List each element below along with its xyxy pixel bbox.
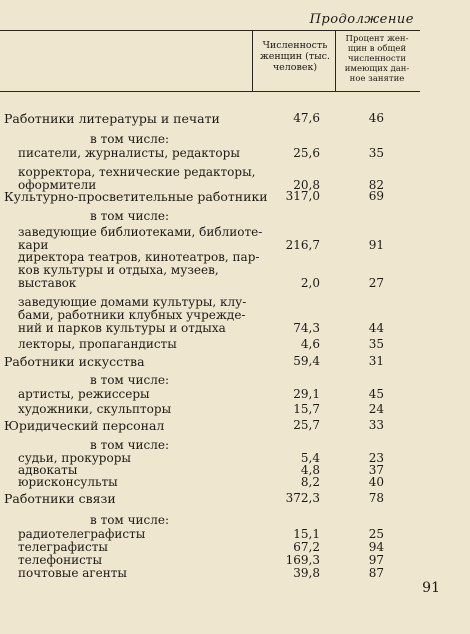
- subsection-label: в том числе:: [90, 513, 170, 527]
- item-label: директора театров, кинотеатров, пар- ков культуры и отдыха, музеев, выставок: [18, 250, 260, 290]
- item-label: телеграфисты: [18, 540, 108, 554]
- percent-value: 97: [368, 553, 384, 567]
- percent-value: 46: [368, 111, 384, 125]
- percent-value: 23: [368, 451, 384, 465]
- percent-value: 37: [368, 463, 384, 477]
- count-value: 8,2: [300, 475, 320, 489]
- count-value: 317,0: [285, 189, 320, 203]
- count-value: 59,4: [293, 354, 320, 368]
- column-header-percent: Процент жен- щин в общей численности имеющих дан- ное занятие: [344, 34, 410, 84]
- count-value: 47,6: [293, 111, 320, 125]
- count-value: 372,3: [285, 491, 320, 505]
- subsection-label: в том числе:: [90, 132, 170, 146]
- column-header-count: Численность женщин (тыс. человек): [259, 40, 331, 73]
- count-value: 15,7: [293, 402, 320, 416]
- item-label: адвокаты: [18, 463, 78, 477]
- percent-value: 24: [368, 402, 384, 416]
- category-label: Работники искусства: [4, 354, 145, 369]
- item-label: артисты, режиссеры: [18, 387, 150, 401]
- item-label: художники, скульпторы: [18, 402, 172, 416]
- continued-label: Продолжение: [309, 12, 414, 27]
- count-value: 25,6: [293, 146, 320, 160]
- item-label: радиотелеграфисты: [18, 527, 146, 541]
- percent-value: 94: [368, 540, 384, 554]
- count-value: 169,3: [285, 553, 320, 567]
- percent-value: 27: [368, 276, 384, 290]
- item-label: корректора, технические редакторы, оформители: [18, 165, 256, 192]
- count-value: 2,0: [300, 276, 320, 290]
- item-label: телефонисты: [18, 553, 102, 567]
- category-label: Культурно-просветительные работники: [4, 189, 268, 204]
- percent-value: 69: [368, 189, 384, 203]
- item-label: юрисконсульты: [18, 475, 118, 489]
- header-divider-2: [335, 30, 336, 91]
- item-label: заведующие библиотеками, библиоте- кари: [18, 225, 263, 252]
- count-value: 5,4: [300, 451, 320, 465]
- percent-value: 44: [368, 321, 384, 335]
- count-value: 15,1: [293, 527, 320, 541]
- count-value: 20,8: [293, 178, 320, 192]
- subsection-label: в том числе:: [90, 373, 170, 387]
- count-value: 39,8: [293, 566, 320, 580]
- item-label: заведующие домами культуры, клу- бами, работники клубных учрежде- ний и парков культуры и отдыха: [18, 295, 247, 335]
- percent-value: 33: [368, 418, 384, 432]
- count-value: 74,3: [293, 321, 320, 335]
- category-label: Работники связи: [4, 491, 116, 506]
- count-value: 216,7: [285, 238, 320, 252]
- percent-value: 87: [368, 566, 384, 580]
- item-label: почтовые агенты: [18, 566, 127, 580]
- count-value: 4,8: [300, 463, 320, 477]
- item-label: лекторы, пропагандисты: [18, 337, 177, 351]
- subsection-label: в том числе:: [90, 209, 170, 223]
- count-value: 29,1: [293, 387, 320, 401]
- count-value: 25,7: [293, 418, 320, 432]
- header-divider-1: [252, 30, 253, 91]
- percent-value: 35: [368, 146, 384, 160]
- header-top-rule: [0, 30, 420, 31]
- count-value: 4,6: [300, 337, 320, 351]
- percent-value: 35: [368, 337, 384, 351]
- percent-value: 40: [368, 475, 384, 489]
- page-number: 91: [422, 580, 440, 596]
- percent-value: 25: [368, 527, 384, 541]
- percent-value: 78: [368, 491, 384, 505]
- category-label: Работники литературы и печати: [4, 111, 220, 126]
- percent-value: 31: [368, 354, 384, 368]
- subsection-label: в том числе:: [90, 438, 170, 452]
- percent-value: 45: [368, 387, 384, 401]
- category-label: Юридический персонал: [4, 418, 165, 433]
- item-label: писатели, журналисты, редакторы: [18, 146, 240, 160]
- count-value: 67,2: [293, 540, 320, 554]
- item-label: судьи, прокуроры: [18, 451, 131, 465]
- percent-value: 91: [368, 238, 384, 252]
- percent-value: 82: [368, 178, 384, 192]
- header-bottom-rule: [0, 91, 420, 92]
